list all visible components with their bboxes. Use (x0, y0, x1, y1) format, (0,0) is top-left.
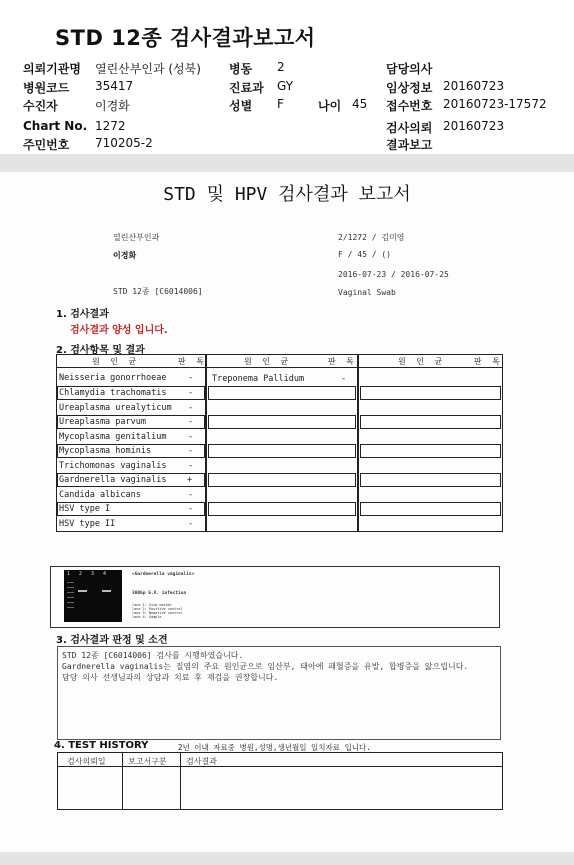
lane-label: 2 (79, 571, 83, 577)
patient-name: 이경화 (113, 251, 137, 260)
history-col-divider (122, 752, 123, 809)
pathogen-result: - (188, 519, 194, 529)
pathogen-name: HSV type I (59, 504, 111, 514)
section-3-title: 3. 검사결과 판정 및 소견 (56, 635, 168, 646)
gel-legend: lane 2: Positive control (132, 607, 183, 611)
gel-legend: lane 3: Negative control (132, 611, 183, 615)
result-summary: 검사결과 양성 입니다. (70, 325, 168, 336)
field-label: Chart No. (23, 119, 88, 133)
field-label: 결과보고 (386, 138, 433, 152)
field-label: 의뢰기관명 (23, 62, 81, 76)
pathogen-name: Chlamydia trachomatis (59, 388, 167, 398)
history-table (57, 752, 503, 810)
history-col-header: 보고서구분 (128, 757, 167, 766)
pathogen-result: - (188, 417, 194, 427)
gel-caption: <Gardnerella vaginalis> (132, 572, 195, 577)
pathogen-result: - (341, 374, 347, 384)
field-value: 열린산부인과 (성북) (95, 62, 201, 76)
pathogen-result: - (188, 388, 194, 398)
field-value: 20160723-17572 (443, 97, 547, 111)
field-label: 성별 (229, 99, 253, 113)
specimen: Vaginal Swab (338, 288, 396, 297)
pathogen-name-positive: Gardnerella vaginalis (59, 475, 167, 485)
field-label: 주민번호 (23, 138, 70, 152)
pathogen-result: - (188, 446, 194, 456)
history-col-header: 검사결과 (186, 757, 217, 766)
gel-band (102, 590, 111, 592)
page-bottom-edge (0, 852, 574, 865)
section-4-title: 4. TEST HISTORY (54, 740, 149, 751)
pathogen-result: - (188, 432, 194, 442)
field-label: 수진자 (23, 99, 58, 113)
pathogen-result: - (188, 461, 194, 471)
section-1-title: 1. 검사결과 (56, 309, 109, 320)
field-label: 담당의사 (386, 62, 433, 76)
history-col-divider (180, 752, 181, 809)
field-label: 접수번호 (386, 99, 433, 113)
hospital-name: 열린산부인과 (113, 233, 160, 242)
gel-band (78, 590, 87, 592)
field-value: 이경화 (95, 99, 130, 113)
col-judgment-header: 판 독 (474, 357, 504, 366)
row-box (208, 386, 356, 400)
gel-band-label: 300bp G.V. infection (132, 591, 187, 596)
col-judgment-header: 판 독 (178, 357, 208, 366)
size-marker-ladder (67, 582, 74, 612)
history-col-header: 검사의뢰일 (67, 757, 106, 766)
field-label: 임상정보 (386, 81, 433, 95)
field-value: F (277, 97, 284, 111)
pathogen-name: Mycoplasma genitalium (59, 432, 167, 442)
gel-legend: lane 4: Sample (132, 615, 162, 619)
pathogen-result: - (188, 490, 194, 500)
col-pathogen-header: 원 인 균 (244, 357, 293, 366)
test-code: STD 12종 [C6014006] (113, 287, 203, 296)
col-judgment-header: 판 독 (328, 357, 358, 366)
field-value: 35417 (95, 79, 134, 93)
pathogen-name: Treponema Pallidum (212, 374, 305, 384)
report-dates: 2016-07-23 / 2016-07-25 (338, 270, 449, 279)
summary-header (0, 0, 574, 162)
field-label: 진료과 (229, 81, 264, 95)
report-title: STD 및 HPV 검사결과 보고서 (163, 184, 411, 205)
pathogen-result: - (188, 403, 194, 413)
pathogen-name: Neisseria gonorrhoeae (59, 373, 167, 383)
field-value: 1272 (95, 119, 126, 133)
opinion-line: Gardnerella vaginalis는 질염의 주요 원인균으로 임산부, 태아에 패혈증을 유발, 합병증을 앓으립니다. (62, 662, 469, 671)
lane-label: 1 (67, 571, 71, 577)
pathogen-result: - (188, 504, 194, 514)
col-pathogen-header: 원 인 균 (92, 357, 141, 366)
field-label: 나이 (318, 99, 342, 113)
field-label: 검사의뢰 (386, 121, 433, 135)
col-pathogen-header: 원 인 균 (398, 357, 447, 366)
pathogen-name: Candida albicans (59, 490, 141, 500)
opinion-line: STD 12종 [C6014006] 검사를 시행하였습니다. (62, 651, 244, 660)
pathogen-name: Ureaplasma urealyticum (59, 403, 172, 413)
history-header-divider (57, 766, 502, 767)
pathogen-name: Trichomonas vaginalis (59, 461, 167, 471)
table-header-divider (56, 367, 502, 368)
row-box (360, 473, 501, 487)
history-note: 2년 이내 자료중 병원,성명,생년월일 일치자료 입니다. (178, 743, 371, 752)
lane-label: 4 (103, 571, 107, 577)
gel-electrophoresis-image (64, 570, 122, 622)
field-value: 710205-2 (95, 136, 153, 150)
lane-label: 3 (91, 571, 95, 577)
field-value: 2 (277, 60, 285, 74)
field-value: GY (277, 79, 294, 93)
row-box (360, 444, 501, 458)
pathogen-result-positive: + (187, 475, 193, 485)
row-box (208, 502, 356, 516)
row-box (208, 473, 356, 487)
field-label: 병원코드 (23, 81, 70, 95)
section-2-title: 2. 검사항목 및 결과 (56, 345, 145, 356)
gel-legend: lane 1: Size marker (132, 603, 173, 607)
pathogen-result: - (188, 373, 194, 383)
field-value: 20160723 (443, 79, 505, 93)
field-label: 병동 (229, 62, 253, 76)
field-value: 20160723 (443, 119, 505, 133)
sex-age: F / 45 / () (338, 250, 391, 259)
row-box (360, 502, 501, 516)
summary-title: STD 12종 검사결과보고서 (55, 26, 316, 50)
row-box (360, 386, 501, 400)
row-box (208, 444, 356, 458)
page-gap (0, 154, 574, 172)
chart-doctor: 2/1272 / 김미영 (338, 233, 405, 242)
field-value: 45 (352, 97, 368, 111)
opinion-line: 담당 의사 선생님과의 상담과 치료 후 재검을 권장합니다. (62, 673, 279, 682)
pathogen-name: Mycoplasma hominis (59, 446, 152, 456)
pathogen-name: HSV type II (59, 519, 116, 529)
row-box (208, 415, 356, 429)
row-box (360, 415, 501, 429)
pathogen-name: Ureaplasma parvum (59, 417, 146, 427)
